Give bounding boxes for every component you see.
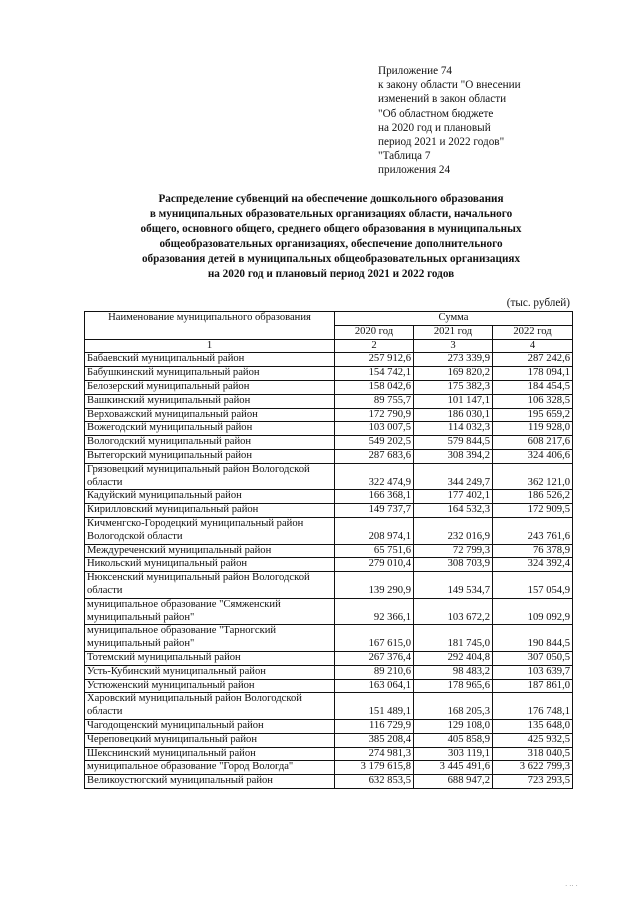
- table-row: [85, 380, 573, 394]
- header-sum: Сумма: [335, 312, 573, 326]
- row-value-2020: 257 912,6: [335, 353, 414, 367]
- row-name: Тотемский муниципальный район: [85, 651, 335, 665]
- table-row: [85, 353, 573, 367]
- row-value-2021: 114 032,3: [414, 422, 493, 436]
- row-value-2020: 65 751,6: [335, 544, 414, 558]
- row-value-2020: 267 376,4: [335, 651, 414, 665]
- table-row: [85, 463, 573, 490]
- table-body: [85, 353, 573, 789]
- row-value-2020: 154 742,1: [335, 367, 414, 381]
- row-name: Вытегорский муниципальный район: [85, 449, 335, 463]
- row-value-2022: 243 761,6: [493, 517, 573, 544]
- row-value-2022: 307 050,5: [493, 651, 573, 665]
- row-value-2022: 195 659,2: [493, 408, 573, 422]
- row-value-2022: 76 378,9: [493, 544, 573, 558]
- table-row: [85, 490, 573, 504]
- title-line: в муниципальных образовательных организациях области, начального: [149, 208, 513, 220]
- row-value-2022: 119 928,0: [493, 422, 573, 436]
- appendix-line: период 2021 и 2022 годов": [378, 136, 505, 149]
- page-mark: · ·· ·: [565, 882, 578, 890]
- row-value-2022: 324 392,4: [493, 558, 573, 572]
- row-value-2020: 158 042,6: [335, 380, 414, 394]
- title-line: общего, основного общего, среднего общего образования в муниципальных: [140, 223, 522, 235]
- row-name: муниципальное образование "Город Вологда": [85, 761, 335, 775]
- row-value-2020: 549 202,5: [335, 436, 414, 450]
- table-row: [85, 693, 573, 720]
- row-value-2022: 3 622 799,3: [493, 761, 573, 775]
- header-year-2021: 2021 год: [414, 325, 493, 339]
- row-value-2022: 190 844,5: [493, 625, 573, 652]
- table-row: [85, 625, 573, 652]
- row-value-2020: 632 853,5: [335, 775, 414, 789]
- row-value-2020: 385 208,4: [335, 733, 414, 747]
- row-value-2022: 324 406,6: [493, 449, 573, 463]
- row-value-2022: 157 054,9: [493, 572, 573, 599]
- row-name: Нюксенский муниципальный район Вологодской области: [85, 572, 335, 599]
- row-value-2021: 178 965,6: [414, 679, 493, 693]
- row-value-2021: 186 030,1: [414, 408, 493, 422]
- document-title: [96, 192, 566, 282]
- row-name: Бабаевский муниципальный район: [85, 353, 335, 367]
- row-name: Бабушкинский муниципальный район: [85, 367, 335, 381]
- table-row: [85, 733, 573, 747]
- row-value-2022: 184 454,5: [493, 380, 573, 394]
- table-row: [85, 775, 573, 789]
- row-value-2021: 168 205,3: [414, 693, 493, 720]
- row-value-2020: 208 974,1: [335, 517, 414, 544]
- row-name: Вологодский муниципальный район: [85, 436, 335, 450]
- row-name: Кирилловский муниципальный район: [85, 504, 335, 518]
- table-row: [85, 517, 573, 544]
- row-name: Усть-Кубинский муниципальный район: [85, 665, 335, 679]
- table-row: [85, 544, 573, 558]
- row-value-2022: 187 861,0: [493, 679, 573, 693]
- units-label: (тыс. рублей): [506, 297, 570, 309]
- row-value-2021: 303 119,1: [414, 747, 493, 761]
- row-value-2020: 116 729,9: [335, 719, 414, 733]
- table-row: [85, 651, 573, 665]
- appendix-reference: [378, 64, 608, 178]
- row-name: Кичменгско-Городецкий муниципальный район Вологодской области: [85, 517, 335, 544]
- title-line: общеобразовательных организациях, обеспечение дополнительного: [159, 238, 503, 250]
- row-value-2021: 103 672,2: [414, 598, 493, 625]
- row-value-2021: 101 147,1: [414, 394, 493, 408]
- row-value-2022: 318 040,5: [493, 747, 573, 761]
- row-name: муниципальное образование "Сямженский муниципальный район": [85, 598, 335, 625]
- row-name: Грязовецкий муниципальный район Вологодской области: [85, 463, 335, 490]
- row-value-2022: 608 217,6: [493, 436, 573, 450]
- table-row: [85, 598, 573, 625]
- row-name: Шекснинский муниципальный район: [85, 747, 335, 761]
- row-value-2020: 89 755,7: [335, 394, 414, 408]
- column-number: 4: [493, 339, 573, 353]
- row-value-2020: 287 683,6: [335, 449, 414, 463]
- table-row: [85, 367, 573, 381]
- row-value-2022: 135 648,0: [493, 719, 573, 733]
- row-value-2021: 344 249,7: [414, 463, 493, 490]
- table-row: [85, 436, 573, 450]
- table-row: [85, 719, 573, 733]
- table-row: [85, 665, 573, 679]
- row-value-2020: 167 615,0: [335, 625, 414, 652]
- row-value-2022: 103 639,7: [493, 665, 573, 679]
- row-value-2020: 149 737,7: [335, 504, 414, 518]
- row-value-2020: 89 210,6: [335, 665, 414, 679]
- row-value-2021: 688 947,2: [414, 775, 493, 789]
- row-name: Верховажский муниципальный район: [85, 408, 335, 422]
- row-value-2021: 72 799,3: [414, 544, 493, 558]
- row-value-2022: 723 293,5: [493, 775, 573, 789]
- appendix-line: Приложение 74: [378, 65, 453, 77]
- row-value-2021: 232 016,9: [414, 517, 493, 544]
- table-row: [85, 572, 573, 599]
- row-value-2021: 181 745,0: [414, 625, 493, 652]
- row-value-2022: 176 748,1: [493, 693, 573, 720]
- row-value-2022: 172 909,5: [493, 504, 573, 518]
- row-name: Череповецкий муниципальный район: [85, 733, 335, 747]
- row-value-2020: 322 474,9: [335, 463, 414, 490]
- row-value-2020: 139 290,9: [335, 572, 414, 599]
- row-value-2022: 178 094,1: [493, 367, 573, 381]
- column-number: 3: [414, 339, 493, 353]
- row-value-2021: 129 108,0: [414, 719, 493, 733]
- row-value-2020: 151 489,1: [335, 693, 414, 720]
- header-year-2020: 2020 год: [335, 325, 414, 339]
- row-value-2021: 169 820,2: [414, 367, 493, 381]
- row-value-2021: 579 844,5: [414, 436, 493, 450]
- row-value-2021: 177 402,1: [414, 490, 493, 504]
- table-row: [85, 558, 573, 572]
- column-number: 2: [335, 339, 414, 353]
- header-year-2022: 2022 год: [493, 325, 573, 339]
- row-name: муниципальное образование "Тарногский муниципальный район": [85, 625, 335, 652]
- row-name: Устюженский муниципальный район: [85, 679, 335, 693]
- title-line: на 2020 год и плановый период 2021 и 2022 годов: [207, 268, 455, 280]
- row-name: Белозерский муниципальный район: [85, 380, 335, 394]
- table-row: [85, 679, 573, 693]
- row-value-2021: 308 703,9: [414, 558, 493, 572]
- column-numbers-row: [85, 339, 573, 353]
- row-name: Междуреченский муниципальный район: [85, 544, 335, 558]
- row-value-2022: 287 242,6: [493, 353, 573, 367]
- row-name: Великоустюгский муниципальный район: [85, 775, 335, 789]
- column-number: 1: [85, 339, 335, 353]
- row-value-2021: 273 339,9: [414, 353, 493, 367]
- appendix-line: к закону области "О внесении: [378, 79, 521, 92]
- row-value-2022: 186 526,2: [493, 490, 573, 504]
- table-row: [85, 504, 573, 518]
- row-value-2021: 149 534,7: [414, 572, 493, 599]
- row-name: Никольский муниципальный район: [85, 558, 335, 572]
- row-value-2021: 292 404,8: [414, 651, 493, 665]
- title-line: Распределение субвенций на обеспечение дошкольного образования: [158, 193, 504, 205]
- row-value-2021: 175 382,3: [414, 380, 493, 394]
- row-value-2022: 362 121,0: [493, 463, 573, 490]
- title-line: образования детей в муниципальных общеобразовательных организациях: [141, 253, 521, 265]
- row-value-2021: 164 532,3: [414, 504, 493, 518]
- row-value-2021: 308 394,2: [414, 449, 493, 463]
- table-row: [85, 408, 573, 422]
- row-value-2020: 3 179 615,8: [335, 761, 414, 775]
- row-value-2022: 425 932,5: [493, 733, 573, 747]
- table-row: [85, 422, 573, 436]
- table-row: [85, 761, 573, 775]
- row-value-2020: 163 064,1: [335, 679, 414, 693]
- appendix-line: приложения 24: [378, 164, 451, 177]
- row-name: Кадуйский муниципальный район: [85, 490, 335, 504]
- row-value-2021: 3 445 491,6: [414, 761, 493, 775]
- appendix-line: на 2020 год и плановый: [378, 121, 491, 134]
- appendix-line: "Об областном бюджете: [378, 107, 494, 120]
- row-value-2020: 172 790,9: [335, 408, 414, 422]
- row-value-2021: 405 858,9: [414, 733, 493, 747]
- row-name: Вашкинский муниципальный район: [85, 394, 335, 408]
- table-row: [85, 747, 573, 761]
- row-value-2021: 98 483,2: [414, 665, 493, 679]
- row-value-2020: 279 010,4: [335, 558, 414, 572]
- header-name: Наименование муниципального образования: [85, 312, 335, 340]
- appendix-line: изменений в закон области: [378, 93, 507, 106]
- row-value-2022: 106 328,5: [493, 394, 573, 408]
- row-name: Чагодощенский муниципальный район: [85, 719, 335, 733]
- header-row: [85, 312, 573, 326]
- row-value-2022: 109 092,9: [493, 598, 573, 625]
- row-value-2020: 274 981,3: [335, 747, 414, 761]
- appendix-line: "Таблица 7: [378, 150, 431, 163]
- row-name: Харовский муниципальный район Вологодской области: [85, 693, 335, 720]
- row-name: Вожегодский муниципальный район: [85, 422, 335, 436]
- row-value-2020: 92 366,1: [335, 598, 414, 625]
- row-value-2020: 166 368,1: [335, 490, 414, 504]
- table-row: [85, 394, 573, 408]
- table-row: [85, 449, 573, 463]
- subsidy-table: [84, 311, 573, 789]
- row-value-2020: 103 007,5: [335, 422, 414, 436]
